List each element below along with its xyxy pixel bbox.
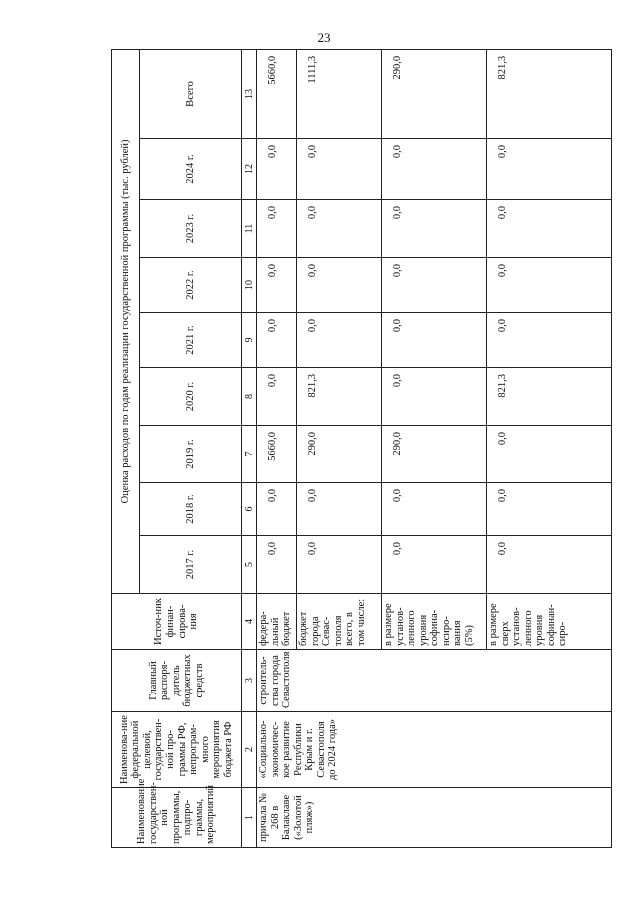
value-cell: 0,0 xyxy=(382,313,487,368)
header-year: 2020 г. xyxy=(140,368,242,426)
col-number: 7 xyxy=(242,426,257,483)
value-cell: 0,0 xyxy=(257,258,297,313)
col-number: 1 xyxy=(242,788,257,848)
value-cell: 0,0 xyxy=(487,139,612,200)
header-group: Оценка расходов по годам реализации государственной программы (тыс. рублей) xyxy=(112,49,140,593)
value-cell: 0,0 xyxy=(382,200,487,258)
row-budget-manager: строитель-ства города Севастополя xyxy=(257,650,612,712)
header-year: 2019 г. xyxy=(140,426,242,483)
col-number: 3 xyxy=(242,650,257,712)
col-number: 10 xyxy=(242,258,257,313)
value-cell: 0,0 xyxy=(297,313,382,368)
header-year: 2023 г. xyxy=(140,200,242,258)
value-cell: 821,3 xyxy=(487,49,612,138)
row-program-name: причала № 268 в Балаклаве («Золотой пляж») xyxy=(257,788,612,848)
value-cell: 0,0 xyxy=(487,313,612,368)
header-col1: Наименование государствен-ной программы, подпро-граммы, мероприятий xyxy=(112,788,242,848)
row-federal-program: «Социально-экономичес-кое развитие Республики Крым и г. Севастополя до 2024 года» xyxy=(257,712,612,788)
value-cell: 0,0 xyxy=(487,536,612,594)
value-cell: 0,0 xyxy=(297,258,382,313)
value-cell: 0,0 xyxy=(487,200,612,258)
value-cell: 0,0 xyxy=(382,536,487,594)
value-cell: 290,0 xyxy=(382,49,487,138)
row-funding-source: бюджет города Севас-тополя всего, в том числе: xyxy=(297,594,382,650)
value-cell: 0,0 xyxy=(297,200,382,258)
value-cell: 0,0 xyxy=(487,483,612,536)
col-number: 8 xyxy=(242,368,257,426)
value-cell: 1111,3 xyxy=(297,49,382,138)
col-number: 6 xyxy=(242,483,257,536)
value-cell: 0,0 xyxy=(382,258,487,313)
row-funding-source: в размере установ-ленного уровня софина-нсиро-вания (5%) xyxy=(382,594,487,650)
table-row xyxy=(257,49,297,847)
header-year: 2021 г. xyxy=(140,313,242,368)
value-cell: 821,3 xyxy=(487,368,612,426)
col-number: 5 xyxy=(242,536,257,594)
value-cell: 5660,0 xyxy=(257,426,297,483)
header-col4: Источ-ник финан-сирова-ния xyxy=(112,594,242,650)
col-number: 13 xyxy=(242,49,257,138)
value-cell: 0,0 xyxy=(487,258,612,313)
value-cell: 5660,0 xyxy=(257,49,297,138)
header-year: 2024 г. xyxy=(140,139,242,200)
header-col3: Главный распоря-дитель бюджетных средств xyxy=(112,650,242,712)
value-cell: 0,0 xyxy=(382,368,487,426)
col-number: 2 xyxy=(242,712,257,788)
value-cell: 0,0 xyxy=(487,426,612,483)
value-cell: 0,0 xyxy=(297,139,382,200)
header-year: 2018 г. xyxy=(140,483,242,536)
value-cell: 0,0 xyxy=(257,139,297,200)
page-number: 23 xyxy=(317,30,331,45)
row-funding-source: федера-льный бюджет xyxy=(257,594,297,650)
header-year: 2017 г. xyxy=(140,536,242,594)
value-cell: 0,0 xyxy=(257,368,297,426)
row-funding-source: в размере сверх установ-ленного уровня софинан-сиро- xyxy=(487,594,612,650)
col-number: 11 xyxy=(242,200,257,258)
value-cell: 0,0 xyxy=(297,536,382,594)
value-cell: 0,0 xyxy=(257,313,297,368)
value-cell: 0,0 xyxy=(297,483,382,536)
value-cell: 0,0 xyxy=(257,483,297,536)
value-cell: 821,3 xyxy=(297,368,382,426)
col-number: 12 xyxy=(242,139,257,200)
header-year: 2022 г. xyxy=(140,258,242,313)
col-number: 4 xyxy=(242,594,257,650)
rotated-table-container xyxy=(111,50,611,848)
header-col2: Наименова-ние федеральной целевой, государствен-ной про-граммы РФ, непрограм-много мероприятия бюджета РФ xyxy=(112,712,242,788)
value-cell: 290,0 xyxy=(382,426,487,483)
value-cell: 0,0 xyxy=(257,536,297,594)
expense-table xyxy=(111,49,612,848)
header-year: Всего xyxy=(140,49,242,138)
value-cell: 0,0 xyxy=(257,200,297,258)
col-number: 9 xyxy=(242,313,257,368)
value-cell: 0,0 xyxy=(382,483,487,536)
value-cell: 290,0 xyxy=(297,426,382,483)
value-cell: 0,0 xyxy=(382,139,487,200)
